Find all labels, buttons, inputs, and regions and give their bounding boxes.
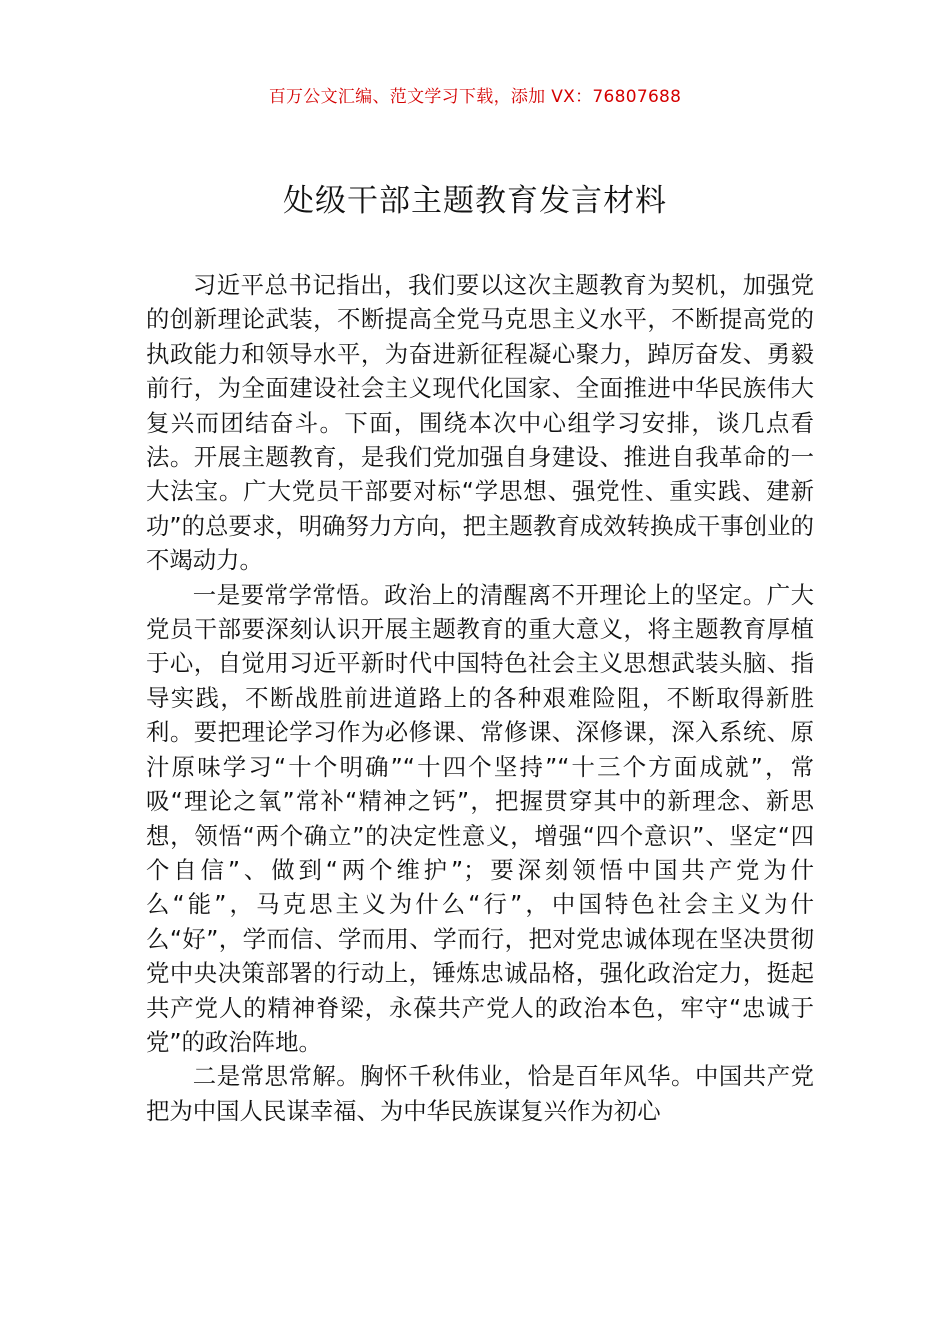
paragraph-point-one: 一是要常学常悟。政治上的清醒离不开理论上的坚定。广大党员干部要深刻认识开展主题教育的重大意义，将主题教育厚植于心，自觉用习近平新时代中国特色社会主义思想武装头脑、指导实践，不断战胜前进道路上的各种艰难险阻，不断取得新胜利。要把理论学习作为必修课、常修课、深修课，深入系统、原汁原味学习“十个明确”“十四个坚持”“十三个方面成就”，常吸“理论之氧”常补“精神之钙”，把握贯穿其中的新理念、新思想，领悟“两个确立”的决定性意义，增强“四个意识”、坚定“四个自信”、做到“两个维护”；要深刻领悟中国共产党为什么“能”，马克思主义为什么“行”，中国特色社会主义为什么“好”，学而信、学而用、学而行，把对党忠诚体现在坚决贯彻党中央决策部署的行动上，锤炼忠诚品格，强化政治定力，挺起共产党人的精神脊梁，永葆共产党人的政治本色，牢守“忠诚于党”的政治阵地。 (146, 580, 814, 1056)
paragraph-intro: 习近平总书记指出，我们要以这次主题教育为契机，加强党的创新理论武装，不断提高全党马克思主义水平，不断提高党的执政能力和领导水平，为奋进新征程凝心聚力，踔厉奋发、勇毅前行，为全面建设社会主义现代化国家、全面推进中华民族伟大复兴而团结奋斗。下面，围绕本次中心组学习安排，谈几点看法。开展主题教育，是我们党加强自身建设、推进自我革命的一大法宝。广大党员干部要对标“学思想、强党性、重实践、建新功”的总要求，明确努力方向，把主题教育成效转换成干事创业的不竭动力。 (146, 271, 814, 575)
header-note: 百万公文汇编、范文学习下载，添加 VX：76807688 (268, 87, 682, 107)
document-title: 处级干部主题教育发言材料 (283, 183, 667, 219)
document-body (146, 268, 814, 1128)
paragraph-point-two: 二是常思常解。胸怀千秋伟业，恰是百年风华。中国共产党把为中国人民谋幸福、为中华民族谋复兴作为初心 (146, 1062, 814, 1125)
